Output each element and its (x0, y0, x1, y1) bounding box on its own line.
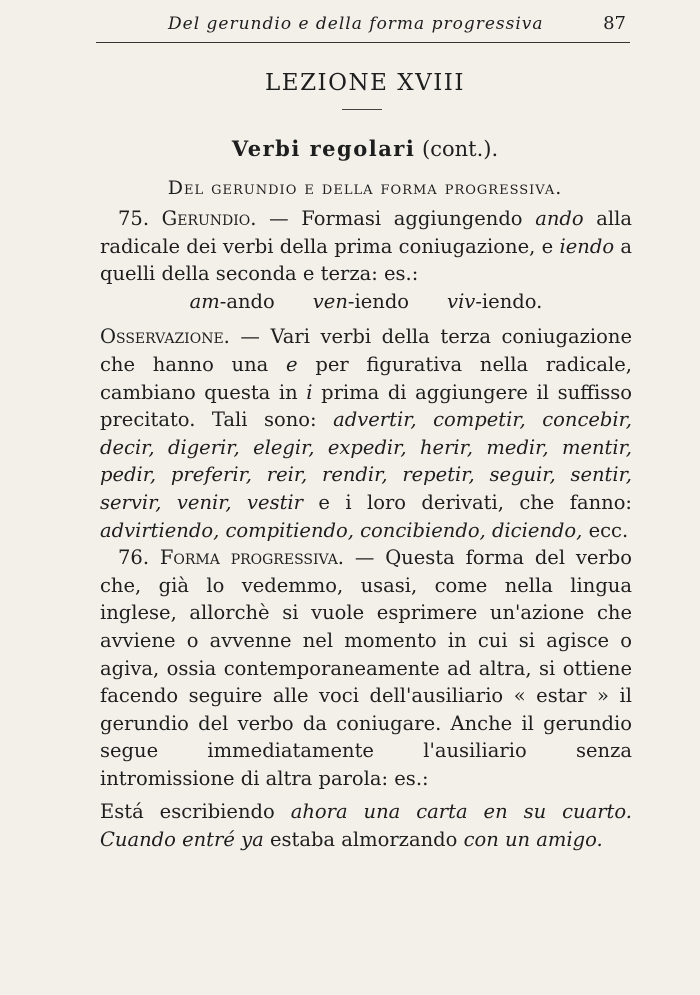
observation-text-4: e i loro derivati, che fanno: (318, 490, 633, 514)
par76-number: 76. (118, 546, 150, 570)
observation-verb-list: advertir, competir, concebir, decir, digerir, elegir, expedir, herir, medir, mentir, pedir, preferir, reir, rendir, repetir, seguir, sentir, servir, venir, vestir (100, 408, 632, 514)
par75-ending-iendo: iendo (559, 234, 615, 258)
par75-text-1: — Formasi aggiungendo (269, 207, 523, 230)
sub-heading (0, 177, 700, 199)
par75-text-2: alla radicale dei verbi della prima coniugazione, e (100, 207, 632, 258)
title-rule (342, 109, 382, 110)
section-title-main: Verbi regolari (231, 136, 416, 161)
sentence-2-a: Cuando entré ya (100, 828, 264, 852)
observation-label: Osservazione. (100, 325, 230, 349)
example-item (190, 288, 275, 316)
sub-heading-text: Del gerundio e della forma progressiva. (167, 177, 563, 199)
par75-label: Gerundio. (161, 207, 257, 230)
sentence-1-a: Está escribiendo (100, 800, 275, 824)
par75-ending-ando: ando (535, 207, 584, 230)
observation-gerund-forms: advirtiendo, compitiendo, concibiendo, diciendo, (100, 518, 583, 542)
observation-text-3: prima di aggiungere il suffisso precitato. Tali sono: (100, 380, 632, 432)
running-title: Del gerundio e della forma progressiva (168, 14, 544, 34)
observation-paragraph (100, 323, 632, 544)
section-title (0, 136, 700, 161)
paragraph-76 (100, 544, 632, 792)
par75-number: 75. (118, 207, 150, 230)
sentence-1-b: ahora una carta en su cuarto. (290, 800, 632, 824)
par76-label: Forma progressiva. (159, 546, 345, 570)
lesson-title: LEZIONE XVIII (265, 70, 465, 96)
example-sentences (100, 798, 632, 853)
observation-letter-i: i (306, 380, 313, 404)
body-text (100, 205, 632, 854)
section-title-cont: (cont.). (422, 137, 499, 161)
running-head (96, 8, 630, 43)
example-item (313, 288, 409, 316)
page-number: 87 (603, 13, 626, 34)
example-stem: am (189, 289, 220, 313)
observation-text-1: — Vari verbi della terza coniugazione che hanno una (100, 325, 632, 376)
par76-text: — Questa forma del verbo che, già lo vedemmo, usasi, come nella lingua inglese, allorchè si vuole esprimere un'azione che avviene o avvenne nel momento in cui si agisce o agiva, ossia contemporaneamente ad altra, si ottiene facendo seguire alle voci dell'ausiliario « estar » il gerundio del verbo da coniugare. Anche il gerundio segue immediatamente l'ausiliario senza intromissione di altra parola: es.: (100, 546, 633, 790)
observation-letter-e: e (286, 352, 298, 376)
gerund-examples (100, 288, 632, 316)
example-item (447, 288, 542, 316)
example-stem: viv (447, 289, 476, 313)
sentence-2-b: estaba almorzando (269, 828, 458, 852)
example-ending: -ando (219, 289, 275, 313)
example-stem: ven (312, 289, 348, 313)
paragraph-75 (100, 205, 632, 288)
par75-text-3: a quelli della seconda e terza: es.: (100, 234, 633, 286)
observation-text-2: per figurativa nella radicale, cambiano questa in (100, 352, 633, 404)
example-ending: -iendo (347, 289, 410, 313)
sentence-2-c: con un amigo. (463, 828, 603, 852)
example-ending: -iendo. (475, 289, 543, 313)
observation-text-5: ecc. (588, 518, 629, 542)
